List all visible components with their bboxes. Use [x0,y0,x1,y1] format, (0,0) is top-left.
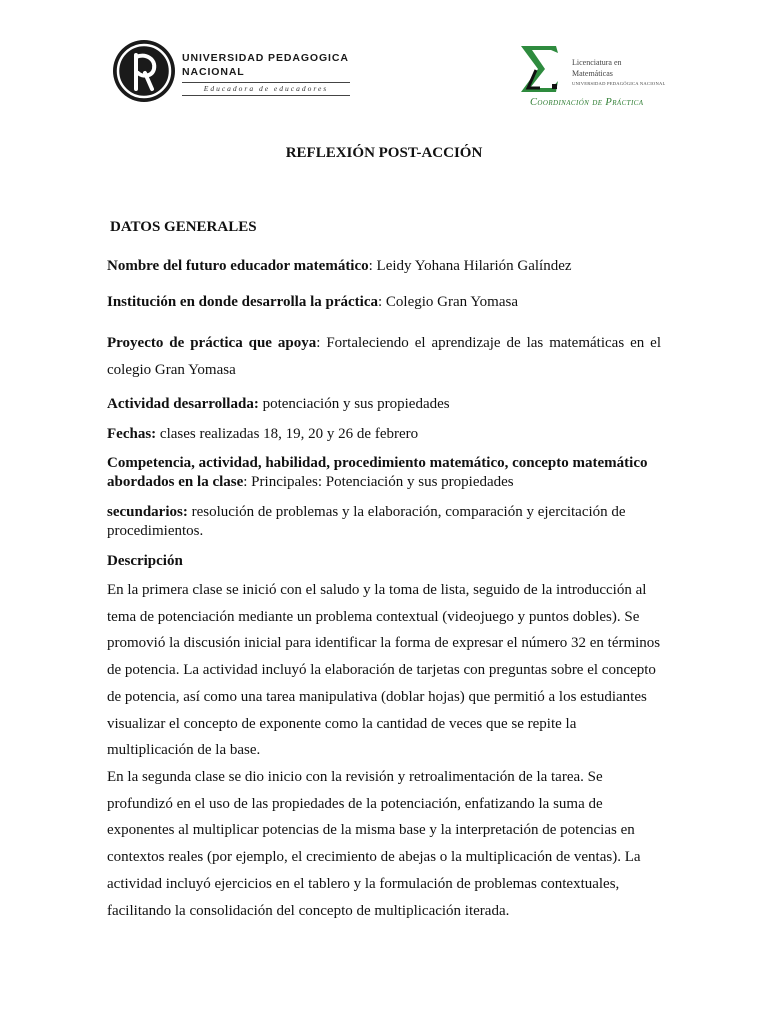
program-logo [518,44,666,112]
university-motto: Educadora de educadores [203,84,329,93]
section-heading: DATOS GENERALES [110,219,257,235]
program-name-line1: Licenciatura en [572,58,622,67]
description-heading-label: Descripción [107,553,183,569]
description-paragraph-1: En la primera clase se inició con el saludo y la toma de lista, seguido de la introducción al tema de potenciación mediante un problema contextual (videojuego y puntos dobles). Se promovió la discusión inicial para identificar la forma de expresar el número 32 en términos de potencia. La actividad incluyó la elaboración de tarjetas con preguntas sobre el concepto de potencia, así como una tarea manipulativa (doblar hojas) que permitió a los estudiantes visualizar el concepto de exponente como la cantidad de veces que se repite la multiplicación de la base. [107,582,661,759]
field-activity-label: Actividad desarrollada: [107,396,259,412]
field-secondary-value: resolución de problemas y la elaboración, comparación y ejercitación de procedimientos. [107,504,626,539]
university-name-line2: NACIONAL [182,66,245,78]
document-title: REFLEXIÓN POST-ACCIÓN [285,145,483,161]
field-dates [107,425,661,444]
field-dates-value: clases realizadas 18, 19, 20 y 26 de febrero [156,426,419,442]
field-institution-value: : Colegio Gran Yomasa [377,294,518,310]
university-logo [112,39,352,105]
field-activity-value: potenciación y sus propiedades [258,396,450,412]
logo-divider [182,82,350,83]
logo-divider-bottom [182,95,350,96]
field-educator [107,257,661,276]
field-educator-label: Nombre del futuro educador matemático [107,258,369,274]
coordination-label: Coordinación de Práctica [530,97,644,108]
university-seal-icon [112,39,176,103]
program-name-line2: Matemáticas [572,69,613,78]
field-educator-value: : Leidy Yohana Hilarión Galíndez [368,258,572,274]
field-secondary [107,503,661,541]
field-dates-label: Fechas: [107,426,157,442]
description-paragraph-2: En la segunda clase se dio inicio con la revisión y retroalimentación de la tarea. Se profundizó en el uso de las propiedades de la potenciación, enfatizando la suma de exponentes al multiplicar potencias de la misma base y la interpretación de potencias en contextos reales (por ejemplo, el crecimiento de abejas o la multiplicación de ventas). La actividad incluyó ejercicios en el tablero y la formulación de problemas contextuales, facilitando la consolidación del concepto de multiplicación iterada. [107,769,641,919]
university-name-line1: UNIVERSIDAD PEDAGOGICA [182,52,349,64]
field-competence-value: : Principales: Potenciación y sus propiedades [243,474,514,490]
field-institution [107,293,661,312]
field-project-value: : Fortaleciendo el aprendizaje de las matemáticas en el colegio Gran Yomasa [107,335,661,378]
field-project-label: Proyecto de práctica que apoya [107,335,317,351]
description-heading [107,552,661,571]
field-activity [107,395,661,414]
field-institution-label: Institución en donde desarrolla la práctica [107,294,378,310]
field-project [107,330,661,384]
university-name [182,51,349,79]
sigma-icon [518,44,562,94]
field-competence [107,454,661,492]
program-university: UNIVERSIDAD PEDAGÓGICA NACIONAL [572,81,666,86]
field-secondary-label: secundarios: [107,504,188,520]
field-competence-label: Competencia, actividad, habilidad, procedimiento matemático, concepto matemático abordados en la clase [107,455,648,490]
